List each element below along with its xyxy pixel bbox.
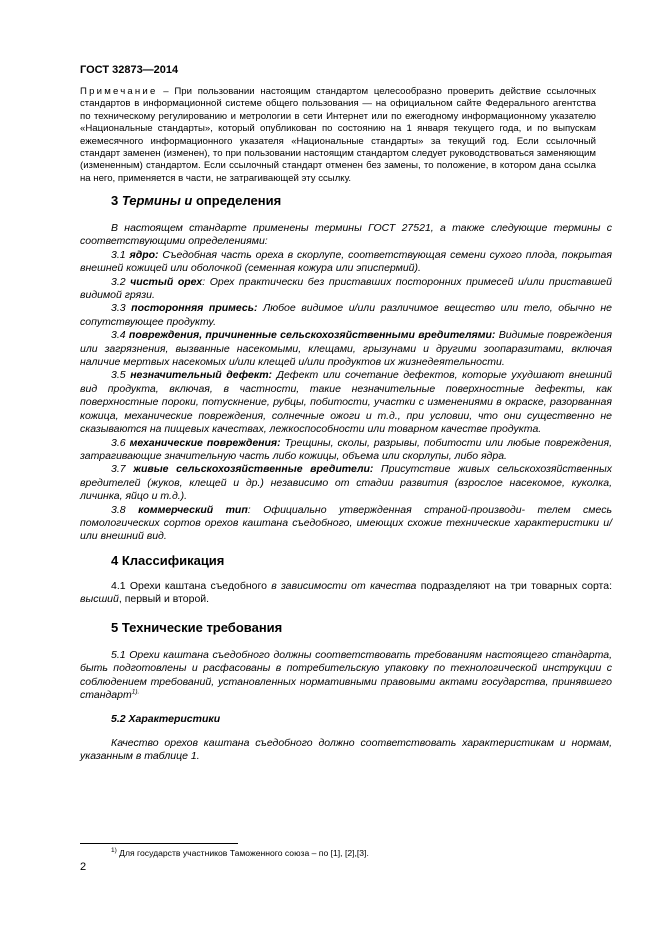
- term-item: [80, 504, 612, 544]
- term-definition: : Орех практически без приставших посторонних примесей и/или приставшей видимой грязи.: [80, 275, 612, 302]
- term-item: [80, 302, 612, 329]
- term-definition: Дефект или сочетание дефектов, которые ухудшают внешний вид продукта, включая, в частности, такие незначительные поверхностные дефекты, как поверхностные пороки, потускнение, рубцы, побитости, участки с изменениями в окраске, разорванная кожица, механические повреждения, солнечные ожоги и т.д., при условии, что они существенно не сказываются на пищевых качествах, лежкоспособности или товарном качестве продукта.: [80, 369, 613, 436]
- reference-note: [80, 86, 596, 185]
- footnote-text: Для государств участников Таможенного союза – по [1], [2],[3].: [116, 848, 369, 858]
- section-3-heading: [111, 193, 281, 208]
- term-definition: Видимые повреждения или загрязнения, вызванные насекомыми, клещами, грызунами и другими зоопаразитами, включая наличие мертвых насекомых и/или клещей и/или продуктов их жизнедеятельности.: [80, 329, 613, 369]
- term-item: [80, 329, 612, 369]
- term-number: 3.7: [111, 463, 134, 476]
- term-name: коммерческий тип: [138, 503, 248, 516]
- note-text: – При пользовании настоящим стандартом целесообразно проверить действие ссылочных стандартов в информационной системе общего пользования — на официальном сайте Федерального агентства по техническому регулированию и метрологии в сети Интернет или по ежегодному информационному указателю «Национальные стандарты», который опубликован по состоянию на 1 января текущего года, и по выпускам ежемесячного информационного указателя «Национальные стандарты» за текущий год. Если ссылочный стандарт заменен (изменен), то при пользовании настоящим стандартом следует руководствоваться заменяющим (измененным) стандартом. Если ссылочный стандарт отменен без замены, то положение, в котором дана ссылка на него, применяется в части, не затрагивающей эту ссылку.: [80, 86, 596, 184]
- footnote-ref: 1).: [131, 688, 140, 696]
- paragraph-5-1: [80, 649, 612, 703]
- term-name: посторонняя примесь:: [131, 302, 258, 315]
- term-name: незначительный дефект:: [130, 369, 273, 382]
- footnote: [111, 848, 369, 858]
- subsection-5-2-title: 5.2 Характеристики: [111, 713, 221, 725]
- footnote-marker: 1): [111, 847, 117, 855]
- term-definition: : Официально утвержденная страной-производи- телем смесь помологических сортов орехов каштана съедобного, имеющих схожие технические характеристики и/или внешний вид.: [80, 503, 612, 543]
- term-item: [80, 437, 612, 464]
- section-3-intro: В настоящем стандарте применены термины ГОСТ 27521, а также следующие термины с соответствующими определениями:: [80, 222, 612, 248]
- paragraph-4-1: [80, 580, 612, 607]
- term-number: 3.1: [111, 248, 130, 261]
- term-definition: Съедобная часть ореха в скорлупе, соответствующая семени сухого плода, покрытая внешней кожицей или оболочкой (семенная кожура или эписпермий).: [80, 248, 613, 275]
- term-item: [80, 369, 612, 436]
- para-italic: в зависимости от качества: [271, 580, 417, 592]
- term-name: повреждения, причиненные сельскохозяйственными вредителями:: [128, 329, 496, 342]
- section-5-body: [80, 649, 612, 703]
- term-definition: Любое видимое и/или различимое вещество или тело, обычно не сопутствующее продукту.: [80, 302, 612, 328]
- term-name: чистый орех: [130, 275, 203, 288]
- page-number: 2: [80, 861, 87, 873]
- paragraph-5-2: [80, 737, 612, 764]
- para-text: , первый и второй.: [118, 593, 210, 606]
- section-3-body: [80, 222, 612, 544]
- footnote-divider: [80, 843, 238, 844]
- section-4-body: [80, 580, 612, 607]
- document-number: ГОСТ 32873—2014: [80, 64, 179, 76]
- term-item: [80, 249, 612, 276]
- para-text: 5.1 Орехи каштана съедобного должны соответствовать требованиям настоящего стандарта, быть подготовлены и расфасованы в потребительскую упаковку по технологической инструкции с соблюдением требований, установленных нормативными правовыми актами государства, принявшего стандарт: [80, 649, 612, 702]
- section-4-heading: 4 Классификация: [111, 553, 225, 568]
- term-number: 3.2: [111, 275, 131, 288]
- term-definition: Присутствие живых сельскохозяйственных вредителей (жуков, клещей и др.) независимо от стадии развития (взрослое насекомое, куколка, личинка, яйцо и т.д.).: [80, 463, 612, 503]
- subsection-5-2-heading: [80, 713, 612, 726]
- term-number: 3.4: [111, 329, 129, 342]
- note-label: Примечание: [80, 86, 158, 97]
- para-text: 4.1 Орехи каштана съедобного: [111, 580, 272, 592]
- paragraph-5-2-text: Качество орехов каштана съедобного должно соответствовать характеристикам и нормам, указанным в таблице 1.: [80, 737, 612, 763]
- term-number: 3.3: [111, 302, 132, 315]
- section-3-number: 3: [111, 193, 122, 208]
- term-number: 3.8: [111, 503, 139, 516]
- term-item: [80, 276, 612, 303]
- para-italic: высший: [80, 593, 119, 606]
- term-name: ядро:: [129, 248, 159, 261]
- term-definition: Трещины, сколы, разрывы, побитости или любые повреждения, затрагивающие значительную часть либо кожицы, объема или скорлупы, либо ядра.: [80, 436, 613, 462]
- section-5-heading: 5 Технические требования: [111, 620, 283, 635]
- section-3-heading-rest: определения: [192, 193, 282, 208]
- term-number: 3.5: [111, 369, 131, 382]
- term-name: механические повреждения:: [129, 436, 281, 449]
- para-text: подразделяют на три товарных сорта:: [416, 580, 612, 592]
- term-number: 3.6: [111, 436, 130, 449]
- term-item: [80, 463, 612, 503]
- section-3-heading-italic: Термины и: [121, 193, 193, 208]
- term-name: живые сельскохозяйственные вредители:: [133, 463, 374, 476]
